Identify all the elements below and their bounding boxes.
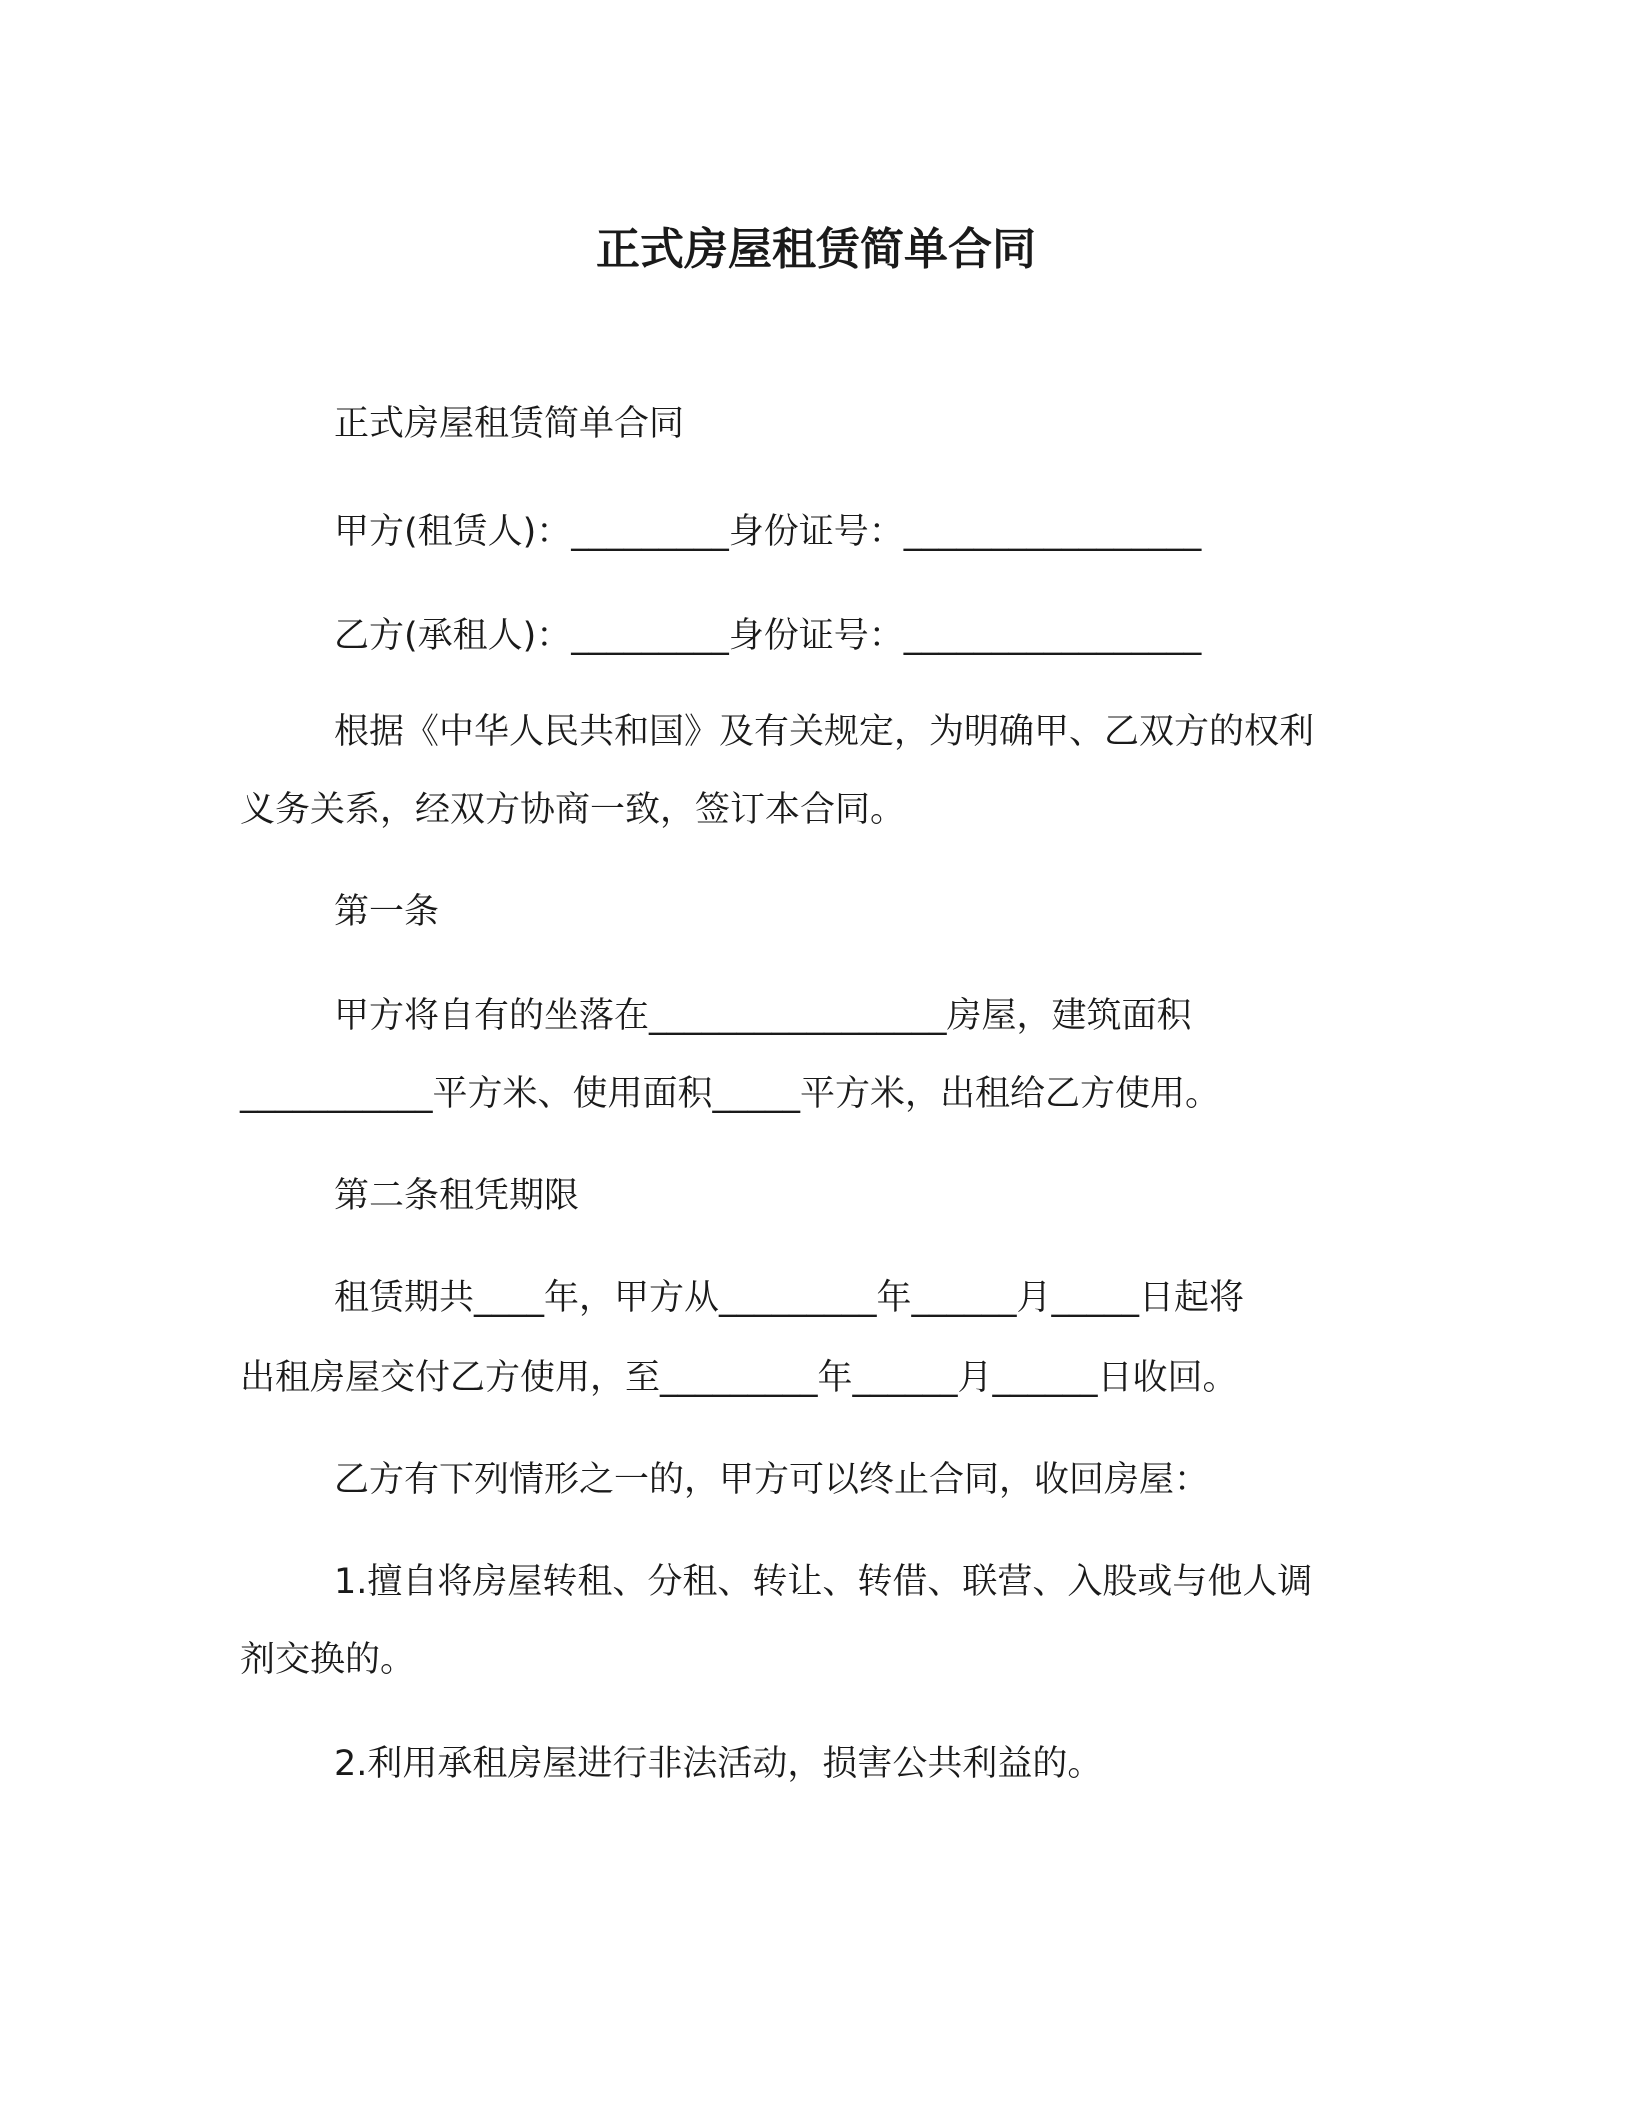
article-2-line-1: 租赁期共____年，甲方从_________年______月_____日起将 — [334, 1278, 1245, 1318]
item-1-line-2: 剂交换的。 — [240, 1640, 416, 1680]
party-a-line: 甲方(租赁人)：_________身份证号：_________________ — [334, 512, 1202, 552]
document-subtitle: 正式房屋租赁简单合同 — [334, 404, 685, 444]
article-2-heading: 第二条租凭期限 — [334, 1176, 580, 1216]
item-2-line-1: 2.利用承租房屋进行非法活动，损害公共利益的。 — [334, 1744, 1103, 1784]
article-1-line-2: ___________平方米、使用面积_____平方米，出租给乙方使用。 — [240, 1074, 1221, 1114]
item-1-line-1: 1.擅自将房屋转租、分租、转让、转借、联营、入股或与他人调 — [334, 1562, 1313, 1602]
preamble-line-1: 根据《中华人民共和国》及有关规定，为明确甲、乙双方的权利 — [334, 712, 1315, 752]
preamble-line-2: 义务关系，经双方协商一致，签订本合同。 — [240, 790, 906, 830]
termination-intro: 乙方有下列情形之一的，甲方可以终止合同，收回房屋： — [334, 1460, 1210, 1500]
article-1-line-1: 甲方将自有的坐落在_________________房屋，建筑面积 — [334, 996, 1192, 1036]
party-b-line: 乙方(承租人)：_________身份证号：_________________ — [334, 616, 1202, 656]
article-1-heading: 第一条 — [334, 892, 440, 932]
document-title: 正式房屋租赁简单合同 — [596, 224, 1036, 275]
article-2-line-2: 出租房屋交付乙方使用，至_________年______月______日收回。 — [240, 1358, 1238, 1398]
